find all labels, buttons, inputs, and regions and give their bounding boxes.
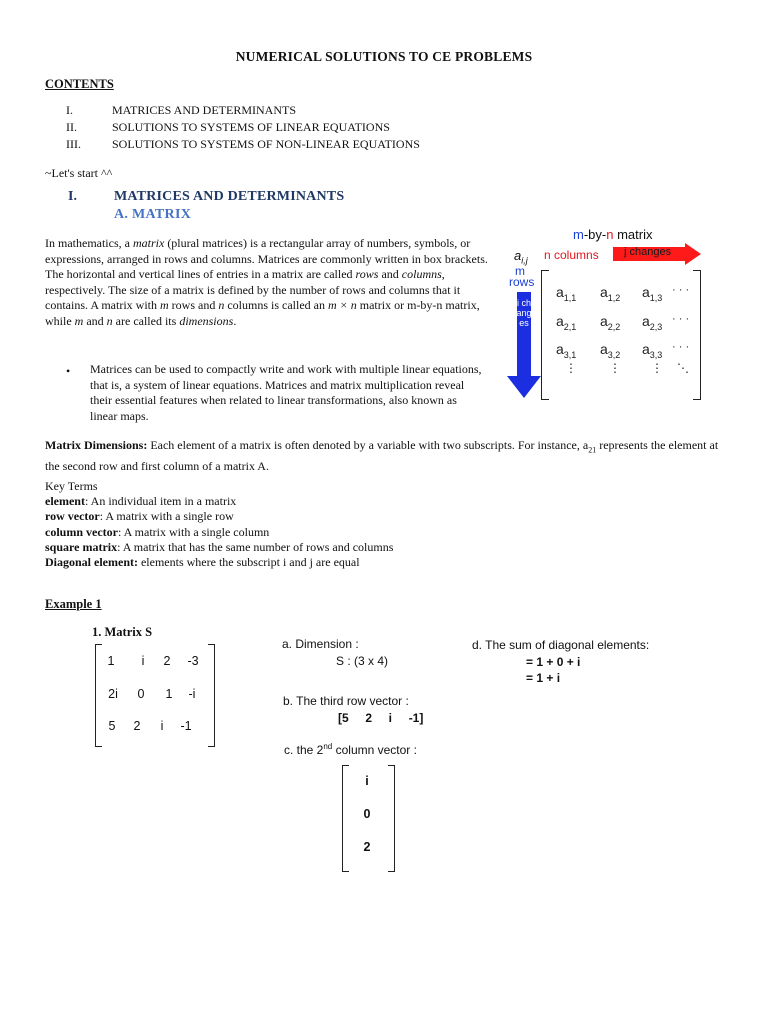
vertical-dots: ⋮ <box>609 361 621 375</box>
matrix-s-cell: 0 <box>137 687 145 701</box>
key-term-item: square matrix: A matrix that has the same number of rows and columns <box>45 539 394 554</box>
column-vector-cell: i <box>365 774 369 788</box>
matrix-s-cell: -3 <box>187 654 199 668</box>
key-terms <box>45 479 393 570</box>
key-term-item: column vector: A matrix with a single column <box>45 524 270 539</box>
matrix-s-cell: i <box>160 719 164 733</box>
matrix-element: $a_{2,3}$ <box>642 313 663 332</box>
j-changes-label: j changes <box>624 246 672 258</box>
matrix-s-cell: 5 <box>108 719 116 733</box>
matrix-element: $a_{3,1}$ <box>556 341 577 360</box>
horizontal-dots: · · · <box>672 284 690 296</box>
matrix-s-cell: 2i <box>108 687 118 701</box>
column-vector-left-bracket <box>342 765 349 872</box>
matrix-s-cell: 2 <box>133 719 141 733</box>
key-term-item: element: An individual item in a matrix <box>45 494 237 509</box>
matrix-s-cell: -1 <box>180 719 192 733</box>
matrix-s-cell: -i <box>188 687 196 701</box>
column-vector-cell: 0 <box>363 807 371 821</box>
matrix-element: $a_{1,1}$ <box>556 284 577 303</box>
vertical-dots: ⋮ <box>651 361 663 375</box>
matrix-element: $a_{2,2}$ <box>600 313 621 332</box>
i-changes-label: i changes <box>516 298 532 328</box>
n-columns-label: n columns <box>544 248 599 262</box>
subsection-title: A. MATRIX <box>114 207 192 222</box>
figure-left-bracket <box>541 270 549 400</box>
second-column-label: c. the 2nd column vector : <box>284 742 417 757</box>
toc-number: III. <box>66 137 81 151</box>
third-row-vector: [5 2 i -1] <box>338 711 424 725</box>
m-label: m <box>515 264 525 278</box>
matrix-element: $a_{1,2}$ <box>600 284 621 303</box>
matrix-element: $a_{3,2}$ <box>600 341 621 360</box>
matrix-s-cell: i <box>141 654 145 668</box>
column-vector-right-bracket <box>388 765 395 872</box>
key-terms-heading: Key Terms <box>45 479 98 493</box>
toc-number: I. <box>66 103 73 117</box>
section-number: I. <box>68 189 77 204</box>
intro-paragraph: In mathematics, a matrix (plural matrices) is a rectangular array of numbers, symbols, or expressions, arranged in rows and columns. Matrices are commonly written in box brackets. The horizontal and vertical lines of entries in a matrix are called rows and columns, respectively. The size of a matrix is defined by the number of rows and columns that it contains. A matrix with m rows and n columns is called an m × n matrix or m-by-n matrix, while m and n are called its dimensions. <box>45 236 488 328</box>
page-title: NUMERICAL SOLUTIONS TO CE PROBLEMS <box>235 49 533 64</box>
vertical-dots: ⋮ <box>565 361 577 375</box>
matrix-s-right-bracket <box>208 644 215 747</box>
aij-label: $a_{i,j}$ <box>514 248 528 266</box>
diagonal-dots: ⋱ <box>677 361 689 375</box>
horizontal-dots: · · · <box>672 341 690 353</box>
diagonal-sum-label: d. The sum of diagonal elements: <box>472 638 650 652</box>
toc-item-nonlinear: SOLUTIONS TO SYSTEMS OF NON-LINEAR EQUATIONS <box>112 137 420 151</box>
matrix-element: $a_{3,3}$ <box>642 341 663 360</box>
section-title: MATRICES AND DETERMINANTS <box>114 189 345 204</box>
dimension-value: S : (3 x 4) <box>336 654 389 668</box>
matrix-s-label: 1. Matrix S <box>92 625 153 639</box>
matrix-s-cell: 1 <box>107 654 115 668</box>
lets-start-text: ~Let's start ^^ <box>45 166 113 180</box>
matrix-element: $a_{1,3}$ <box>642 284 663 303</box>
horizontal-dots: · · · <box>672 313 690 325</box>
key-term-item: Diagonal element: elements where the subscript i and j are equal <box>45 555 360 570</box>
toc-item-matrices: MATRICES AND DETERMINANTS <box>112 103 297 117</box>
third-row-label: b. The third row vector : <box>283 694 409 708</box>
diagonal-sum-line1: = 1 + 0 + i <box>526 655 581 669</box>
toc-item-linear: SOLUTIONS TO SYSTEMS OF LINEAR EQUATIONS <box>112 120 390 134</box>
bullet-paragraph: Matrices can be used to compactly write and work with multiple linear equations, that is, a system of linear equations. Matrices and matrix multiplication reveal their essential features when related to linear transformations, also known as linear maps. <box>90 362 482 423</box>
toc-number: II. <box>66 120 77 134</box>
figure-right-bracket <box>693 270 701 400</box>
matrix-element: $a_{2,1}$ <box>556 313 577 332</box>
rows-label: rows <box>509 275 535 289</box>
key-term-item: row vector: A matrix with a single row <box>45 509 234 524</box>
contents-heading: CONTENTS <box>45 77 114 91</box>
column-vector-cell: 2 <box>363 840 371 854</box>
diagonal-sum-line2: = 1 + i <box>526 671 561 685</box>
matrix-dimensions-paragraph: Matrix Dimensions: Each element of a matrix is often denoted by a variable with two subscripts. For instance, $a_{21}$ represents the element at the second row and first column of a matrix A. <box>45 438 719 474</box>
dimension-label: a. Dimension : <box>282 637 359 651</box>
matrix-s-cell: 2 <box>163 654 171 668</box>
example-heading: Example 1 <box>45 597 102 611</box>
bullet-marker: • <box>66 364 71 378</box>
figure-title: m-by-n matrix <box>573 227 653 242</box>
matrix-s-cell: 1 <box>165 687 173 701</box>
